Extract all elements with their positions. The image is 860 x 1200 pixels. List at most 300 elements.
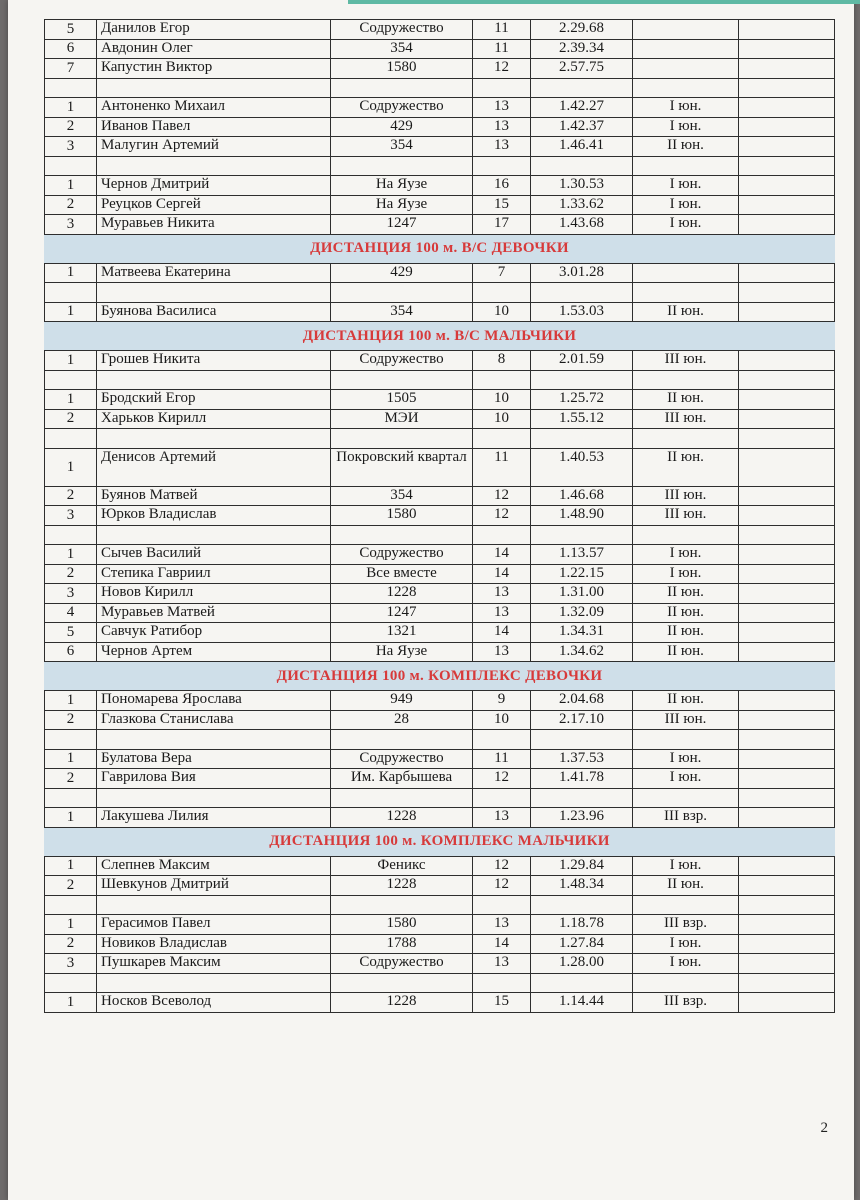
place-cell: 2 [45,195,97,215]
section-title: ДИСТАНЦИЯ 100 м. КОМПЛЕКС МАЛЬЧИКИ [45,827,835,856]
team-cell: 949 [331,691,473,711]
result-row [45,642,835,662]
team-cell: 1247 [331,603,473,623]
athlete-name-cell: Антоненко Михаил [97,98,331,118]
result-time-cell: 1.31.00 [531,584,633,604]
empty-cell [531,78,633,98]
empty-cell [331,78,473,98]
empty-cell [633,973,739,993]
empty-cell [45,429,97,449]
empty-cell [633,283,739,303]
result-row [45,117,835,137]
team-cell: Содружество [331,20,473,40]
birth-year-cell: 7 [473,263,531,283]
team-cell: Содружество [331,749,473,769]
result-row [45,39,835,59]
place-cell: 5 [45,623,97,643]
empty-cell [739,20,835,40]
empty-cell [97,525,331,545]
result-time-cell: 1.48.34 [531,876,633,896]
team-cell: 429 [331,117,473,137]
empty-cell [739,993,835,1013]
section-title: ДИСТАНЦИЯ 100 м. В/С ДЕВОЧКИ [45,234,835,263]
rank-cell: III юн. [633,710,739,730]
place-cell: 5 [45,20,97,40]
birth-year-cell: 14 [473,545,531,565]
result-time-cell: 1.25.72 [531,390,633,410]
section-header-row [45,827,835,856]
empty-cell [331,895,473,915]
place-cell: 1 [45,915,97,935]
spacer-row [45,429,835,449]
rank-cell [633,39,739,59]
empty-cell [331,283,473,303]
place-cell: 3 [45,506,97,526]
rank-cell: I юн. [633,195,739,215]
result-row [45,710,835,730]
rank-cell: I юн. [633,564,739,584]
place-cell: 1 [45,351,97,371]
birth-year-cell: 17 [473,215,531,235]
team-cell: 1321 [331,623,473,643]
athlete-name-cell: Малугин Артемий [97,137,331,157]
rank-cell: III взр. [633,993,739,1013]
empty-cell [739,769,835,789]
spacer-row [45,973,835,993]
team-cell: 354 [331,486,473,506]
team-cell: На Яузе [331,176,473,196]
team-cell: 354 [331,137,473,157]
empty-cell [473,973,531,993]
athlete-name-cell: Иванов Павел [97,117,331,137]
birth-year-cell: 13 [473,584,531,604]
result-time-cell: 2.01.59 [531,351,633,371]
place-cell: 6 [45,642,97,662]
result-row [45,98,835,118]
result-row [45,506,835,526]
athlete-name-cell: Степика Гавриил [97,564,331,584]
empty-cell [739,691,835,711]
result-time-cell: 1.42.37 [531,117,633,137]
place-cell: 1 [45,993,97,1013]
team-cell: Содружество [331,351,473,371]
spacer-row [45,895,835,915]
team-cell: Все вместе [331,564,473,584]
team-cell: 1228 [331,993,473,1013]
empty-cell [531,525,633,545]
empty-cell [633,429,739,449]
result-row [45,59,835,79]
rank-cell: II юн. [633,642,739,662]
empty-cell [739,915,835,935]
empty-cell [739,370,835,390]
empty-cell [97,895,331,915]
page-number: 2 [820,1120,828,1136]
empty-cell [739,934,835,954]
empty-cell [45,370,97,390]
empty-cell [739,642,835,662]
empty-cell [331,370,473,390]
empty-cell [739,283,835,303]
result-time-cell: 1.34.62 [531,642,633,662]
result-time-cell: 2.57.75 [531,59,633,79]
place-cell: 3 [45,215,97,235]
result-time-cell: 1.48.90 [531,506,633,526]
rank-cell: I юн. [633,954,739,974]
place-cell: 2 [45,486,97,506]
birth-year-cell: 13 [473,98,531,118]
result-row [45,195,835,215]
athlete-name-cell: Бродский Егор [97,390,331,410]
result-time-cell: 1.42.27 [531,98,633,118]
result-row [45,876,835,896]
result-row [45,137,835,157]
result-time-cell: 1.30.53 [531,176,633,196]
empty-cell [45,78,97,98]
empty-cell [473,525,531,545]
empty-cell [739,117,835,137]
empty-cell [633,370,739,390]
empty-cell [739,98,835,118]
empty-cell [739,448,835,486]
section-title: ДИСТАНЦИЯ 100 м. В/С МАЛЬЧИКИ [45,322,835,351]
team-cell: 1580 [331,506,473,526]
team-cell: 28 [331,710,473,730]
result-row [45,623,835,643]
birth-year-cell: 15 [473,993,531,1013]
result-row [45,691,835,711]
section-header-row [45,662,835,691]
athlete-name-cell: Капустин Виктор [97,59,331,79]
empty-cell [633,78,739,98]
athlete-name-cell: Носков Всеволод [97,993,331,1013]
athlete-name-cell: Сычев Василий [97,545,331,565]
result-time-cell: 1.28.00 [531,954,633,974]
birth-year-cell: 11 [473,20,531,40]
rank-cell [633,263,739,283]
team-cell: 429 [331,263,473,283]
empty-cell [739,876,835,896]
empty-cell [739,351,835,371]
result-time-cell: 1.34.31 [531,623,633,643]
empty-cell [331,429,473,449]
empty-cell [45,283,97,303]
empty-cell [739,856,835,876]
rank-cell: III взр. [633,915,739,935]
team-cell: На Яузе [331,195,473,215]
place-cell: 1 [45,448,97,486]
empty-cell [97,78,331,98]
birth-year-cell: 10 [473,302,531,322]
empty-cell [739,195,835,215]
empty-cell [739,954,835,974]
rank-cell: I юн. [633,749,739,769]
empty-cell [473,370,531,390]
place-cell: 3 [45,584,97,604]
place-cell: 2 [45,117,97,137]
empty-cell [739,215,835,235]
empty-cell [97,788,331,808]
empty-cell [473,788,531,808]
result-time-cell: 1.27.84 [531,934,633,954]
rank-cell: II юн. [633,691,739,711]
birth-year-cell: 10 [473,390,531,410]
result-time-cell: 1.22.15 [531,564,633,584]
athlete-name-cell: Буянов Матвей [97,486,331,506]
rank-cell: III юн. [633,351,739,371]
empty-cell [531,973,633,993]
birth-year-cell: 9 [473,691,531,711]
section-title: ДИСТАНЦИЯ 100 м. КОМПЛЕКС ДЕВОЧКИ [45,662,835,691]
place-cell: 1 [45,98,97,118]
place-cell: 1 [45,176,97,196]
rank-cell: II юн. [633,302,739,322]
empty-cell [97,429,331,449]
rank-cell [633,20,739,40]
athlete-name-cell: Чернов Дмитрий [97,176,331,196]
result-time-cell: 1.32.09 [531,603,633,623]
athlete-name-cell: Шевкунов Дмитрий [97,876,331,896]
result-row [45,564,835,584]
spacer-row [45,283,835,303]
empty-cell [739,603,835,623]
empty-cell [97,973,331,993]
team-cell: Им. Карбышева [331,769,473,789]
result-time-cell: 1.41.78 [531,769,633,789]
spacer-row [45,78,835,98]
birth-year-cell: 13 [473,603,531,623]
place-cell: 1 [45,545,97,565]
result-row [45,769,835,789]
empty-cell [331,156,473,176]
athlete-name-cell: Герасимов Павел [97,915,331,935]
team-cell: Содружество [331,98,473,118]
result-time-cell: 1.23.96 [531,808,633,828]
athlete-name-cell: Муравьев Никита [97,215,331,235]
result-row [45,749,835,769]
empty-cell [45,730,97,750]
result-time-cell: 2.29.68 [531,20,633,40]
rank-cell [633,59,739,79]
team-cell: 1228 [331,876,473,896]
empty-cell [739,156,835,176]
empty-cell [531,895,633,915]
team-cell: 1228 [331,584,473,604]
rank-cell: II юн. [633,390,739,410]
rank-cell: I юн. [633,934,739,954]
empty-cell [739,39,835,59]
rank-cell: III юн. [633,506,739,526]
result-time-cell: 2.04.68 [531,691,633,711]
rank-cell: II юн. [633,584,739,604]
birth-year-cell: 8 [473,351,531,371]
birth-year-cell: 13 [473,642,531,662]
birth-year-cell: 10 [473,710,531,730]
spacer-row [45,788,835,808]
athlete-name-cell: Лакушева Лилия [97,808,331,828]
empty-cell [739,429,835,449]
empty-cell [473,895,531,915]
rank-cell: I юн. [633,117,739,137]
result-row [45,915,835,935]
team-cell: 354 [331,302,473,322]
result-time-cell: 1.46.68 [531,486,633,506]
result-row [45,409,835,429]
athlete-name-cell: Грошев Никита [97,351,331,371]
place-cell: 1 [45,749,97,769]
result-time-cell: 1.53.03 [531,302,633,322]
team-cell: 1228 [331,808,473,828]
empty-cell [331,788,473,808]
empty-cell [531,370,633,390]
empty-cell [331,525,473,545]
results-table [44,19,835,1013]
empty-cell [739,409,835,429]
athlete-name-cell: Данилов Егор [97,20,331,40]
place-cell: 2 [45,769,97,789]
empty-cell [97,156,331,176]
place-cell: 1 [45,390,97,410]
empty-cell [633,156,739,176]
empty-cell [633,730,739,750]
empty-cell [739,545,835,565]
place-cell: 1 [45,856,97,876]
birth-year-cell: 12 [473,769,531,789]
athlete-name-cell: Гаврилова Вия [97,769,331,789]
rank-cell: I юн. [633,98,739,118]
team-cell: 1580 [331,59,473,79]
result-time-cell: 1.14.44 [531,993,633,1013]
place-cell: 6 [45,39,97,59]
empty-cell [531,283,633,303]
empty-cell [739,730,835,750]
birth-year-cell: 13 [473,117,531,137]
athlete-name-cell: Юрков Владислав [97,506,331,526]
result-row [45,302,835,322]
empty-cell [739,263,835,283]
rank-cell: III взр. [633,808,739,828]
empty-cell [531,788,633,808]
empty-cell [739,973,835,993]
birth-year-cell: 10 [473,409,531,429]
empty-cell [739,59,835,79]
team-cell: Покровский квартал [331,448,473,486]
place-cell: 1 [45,808,97,828]
result-row [45,954,835,974]
empty-cell [739,176,835,196]
result-time-cell: 1.40.53 [531,448,633,486]
team-cell: 1788 [331,934,473,954]
result-row [45,993,835,1013]
empty-cell [473,730,531,750]
empty-cell [633,788,739,808]
spacer-row [45,525,835,545]
rank-cell: II юн. [633,137,739,157]
result-row [45,808,835,828]
result-time-cell: 1.55.12 [531,409,633,429]
empty-cell [45,788,97,808]
empty-cell [473,78,531,98]
empty-cell [739,788,835,808]
athlete-name-cell: Новов Кирилл [97,584,331,604]
athlete-name-cell: Пономарева Ярослава [97,691,331,711]
result-time-cell: 2.39.34 [531,39,633,59]
athlete-name-cell: Авдонин Олег [97,39,331,59]
birth-year-cell: 11 [473,749,531,769]
place-cell: 2 [45,934,97,954]
athlete-name-cell: Реуцков Сергей [97,195,331,215]
result-row [45,20,835,40]
place-cell: 1 [45,691,97,711]
empty-cell [531,730,633,750]
result-time-cell: 1.37.53 [531,749,633,769]
rank-cell: I юн. [633,215,739,235]
empty-cell [739,584,835,604]
result-row [45,448,835,486]
result-time-cell: 2.17.10 [531,710,633,730]
team-cell: 1505 [331,390,473,410]
athlete-name-cell: Булатова Вера [97,749,331,769]
empty-cell [739,623,835,643]
rank-cell: III юн. [633,409,739,429]
athlete-name-cell: Харьков Кирилл [97,409,331,429]
empty-cell [97,730,331,750]
empty-cell [739,564,835,584]
empty-cell [739,486,835,506]
birth-year-cell: 11 [473,39,531,59]
place-cell: 3 [45,137,97,157]
section-header-row [45,234,835,263]
athlete-name-cell: Денисов Артемий [97,448,331,486]
empty-cell [739,808,835,828]
result-row [45,351,835,371]
team-cell: На Яузе [331,642,473,662]
place-cell: 1 [45,263,97,283]
empty-cell [739,78,835,98]
birth-year-cell: 16 [473,176,531,196]
result-time-cell: 3.01.28 [531,263,633,283]
place-cell: 7 [45,59,97,79]
place-cell: 3 [45,954,97,974]
result-row [45,584,835,604]
result-row [45,390,835,410]
result-row [45,176,835,196]
empty-cell [45,525,97,545]
place-cell: 2 [45,409,97,429]
empty-cell [739,137,835,157]
empty-cell [45,156,97,176]
results-table-body [45,20,835,1013]
birth-year-cell: 12 [473,486,531,506]
rank-cell: I юн. [633,856,739,876]
spacer-row [45,370,835,390]
result-row [45,486,835,506]
athlete-name-cell: Пушкарев Максим [97,954,331,974]
place-cell: 4 [45,603,97,623]
empty-cell [473,283,531,303]
birth-year-cell: 11 [473,448,531,486]
team-cell: 1580 [331,915,473,935]
athlete-name-cell: Буянова Василиса [97,302,331,322]
result-row [45,856,835,876]
result-time-cell: 1.13.57 [531,545,633,565]
empty-cell [739,390,835,410]
team-cell: Содружество [331,954,473,974]
place-cell: 2 [45,564,97,584]
team-cell: 354 [331,39,473,59]
empty-cell [331,973,473,993]
birth-year-cell: 14 [473,623,531,643]
